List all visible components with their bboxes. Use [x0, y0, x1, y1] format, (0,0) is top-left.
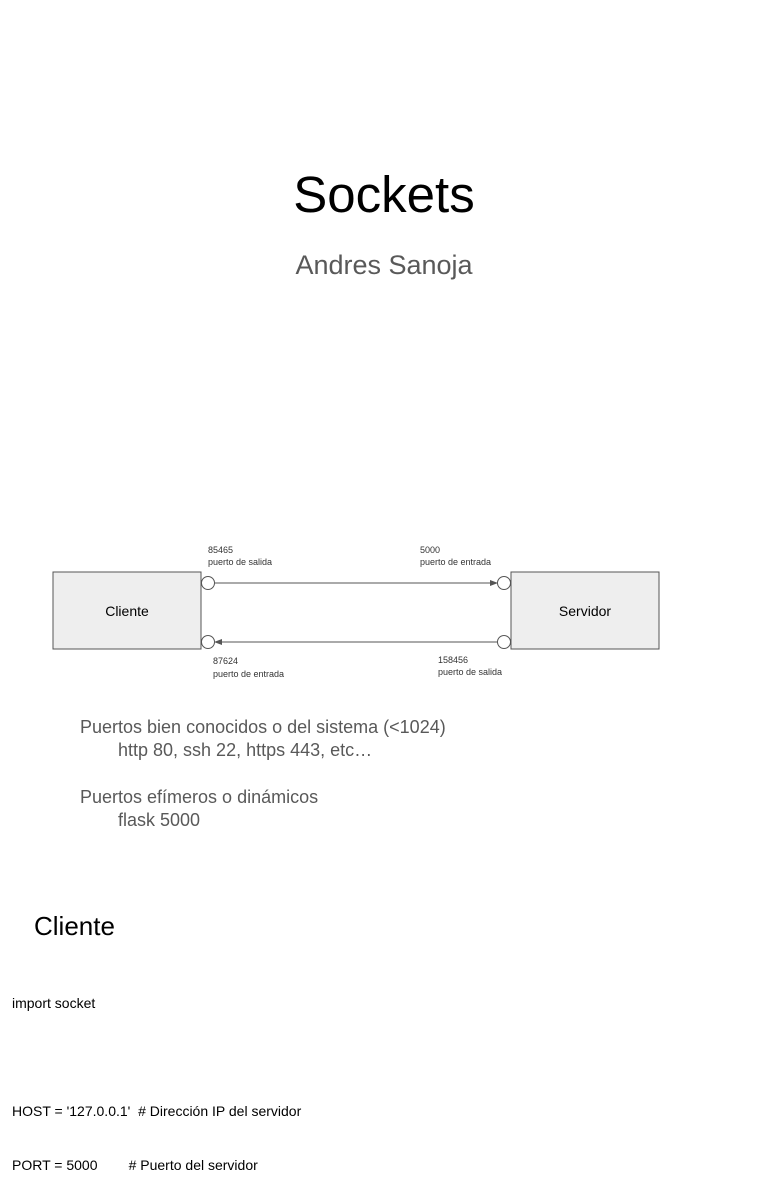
server-out-port-number: 158456	[438, 655, 469, 665]
slide-title: Sockets	[293, 166, 475, 223]
server-in-port-label: puerto de entrada	[420, 557, 492, 567]
server-box-label: Servidor	[558, 603, 612, 619]
server-in-port-number: 5000	[420, 545, 441, 555]
well-known-title: Puertos bien conocidos o del sistema (<1024)	[80, 717, 446, 737]
code-line: HOST = '127.0.0.1' # Dirección IP del servidor	[12, 1103, 302, 1119]
ephemeral-title: Puertos efímeros o dinámicos	[80, 787, 319, 807]
well-known-examples: http 80, ssh 22, https 443, etc…	[118, 740, 373, 760]
client-out-port	[202, 577, 215, 590]
server-in-port	[498, 577, 511, 590]
well-known-ports	[80, 716, 446, 762]
code-line: import socket	[12, 995, 96, 1011]
client-out-port-number: 85465	[208, 545, 234, 555]
client-out-port-label: puerto de salida	[208, 557, 273, 567]
client-box-label: Cliente	[105, 603, 149, 619]
code-line: PORT = 5000 # Puerto del servidor	[12, 1157, 258, 1173]
code-line-blank	[12, 1048, 301, 1066]
client-code	[12, 958, 301, 1192]
client-in-port-label: puerto de entrada	[213, 669, 285, 679]
ephemeral-ports	[80, 786, 446, 832]
ephemeral-examples: flask 5000	[118, 810, 201, 830]
ports-info	[80, 716, 446, 856]
client-section-title: Cliente	[34, 911, 115, 941]
server-out-port	[498, 636, 511, 649]
server-out-port-label: puerto de salida	[438, 667, 503, 677]
client-in-port-number: 87624	[213, 656, 239, 666]
slide-subtitle: Andres Sanoja	[295, 250, 473, 280]
client-in-port	[202, 636, 215, 649]
